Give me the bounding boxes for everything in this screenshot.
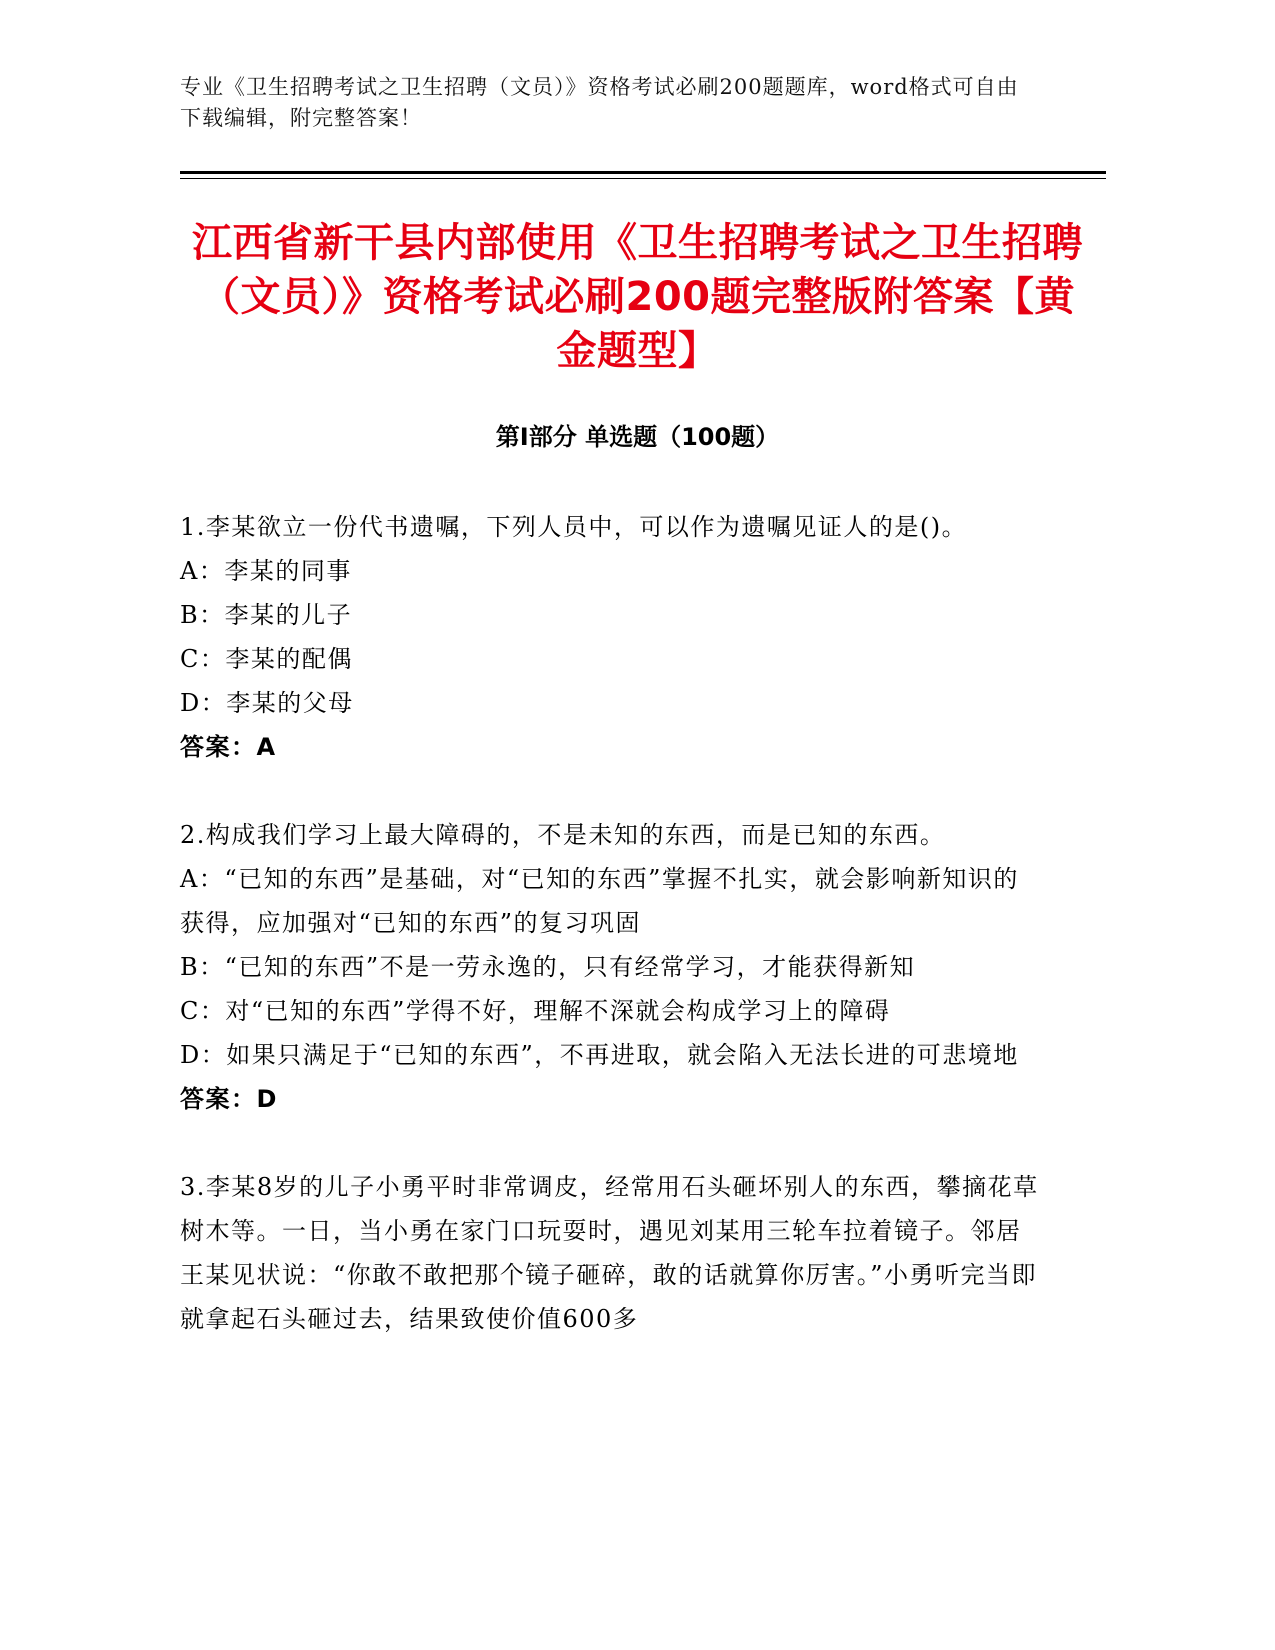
question-stem: 3.李某8岁的儿子小勇平时非常调皮，经常用石头砸坏别人的东西，攀摘花草树木等。一日，当小勇在家门口玩耍时，遇见刘某用三轮车拉着镜子。邻居王某见状说：“你敢不敢把那个镜子砸碎，敢的话就算你厉害。”小勇听完当即就拿起石头砸过去，结果致使价值600多 <box>180 1173 1039 1333</box>
option-c: C：李某的配偶 <box>180 645 353 673</box>
option-b: B：“已知的东西”不是一劳永逸的，只有经常学习，才能获得新知 <box>180 953 916 981</box>
option-c: C：对“已知的东西”学得不好，理解不深就会构成学习上的障碍 <box>180 997 891 1025</box>
question-1 <box>180 505 1040 769</box>
question-list <box>180 505 1040 1385</box>
section-heading: 第Ⅰ部分 单选题（100题） <box>495 423 780 451</box>
option-a: A：李某的同事 <box>180 557 352 585</box>
question-3 <box>180 1165 1040 1341</box>
question-stem: 1.李某欲立一份代书遗嘱，下列人员中，可以作为遗嘱见证人的是()。 <box>180 513 968 541</box>
option-d: D：如果只满足于“已知的东西”，不再进取，就会陷入无法长进的可悲境地 <box>180 1041 1019 1069</box>
question-stem: 2.构成我们学习上最大障碍的，不是未知的东西，而是已知的东西。 <box>180 821 946 849</box>
document-title: 江西省新干县内部使用《卫生招聘考试之卫生招聘（文员）》资格考试必刷200题完整版附答案【黄金题型】 <box>192 220 1083 374</box>
option-a: A：“已知的东西”是基础，对“已知的东西”掌握不扎实，就会影响新知识的获得，应加强对“已知的东西”的复习巩固 <box>180 865 1019 937</box>
header-rule-thick <box>180 171 1106 174</box>
option-d: D：李某的父母 <box>180 689 354 717</box>
header-rule-thin <box>180 178 1106 179</box>
document-header-note: 专业《卫生招聘考试之卫生招聘（文员）》资格考试必刷200题题库，word格式可自由下载编辑，附完整答案！ <box>180 75 1019 130</box>
answer-line: 答案：A <box>180 733 277 761</box>
option-b: B：李某的儿子 <box>180 601 353 629</box>
answer-line: 答案：D <box>180 1085 278 1113</box>
question-2 <box>180 813 1040 1121</box>
